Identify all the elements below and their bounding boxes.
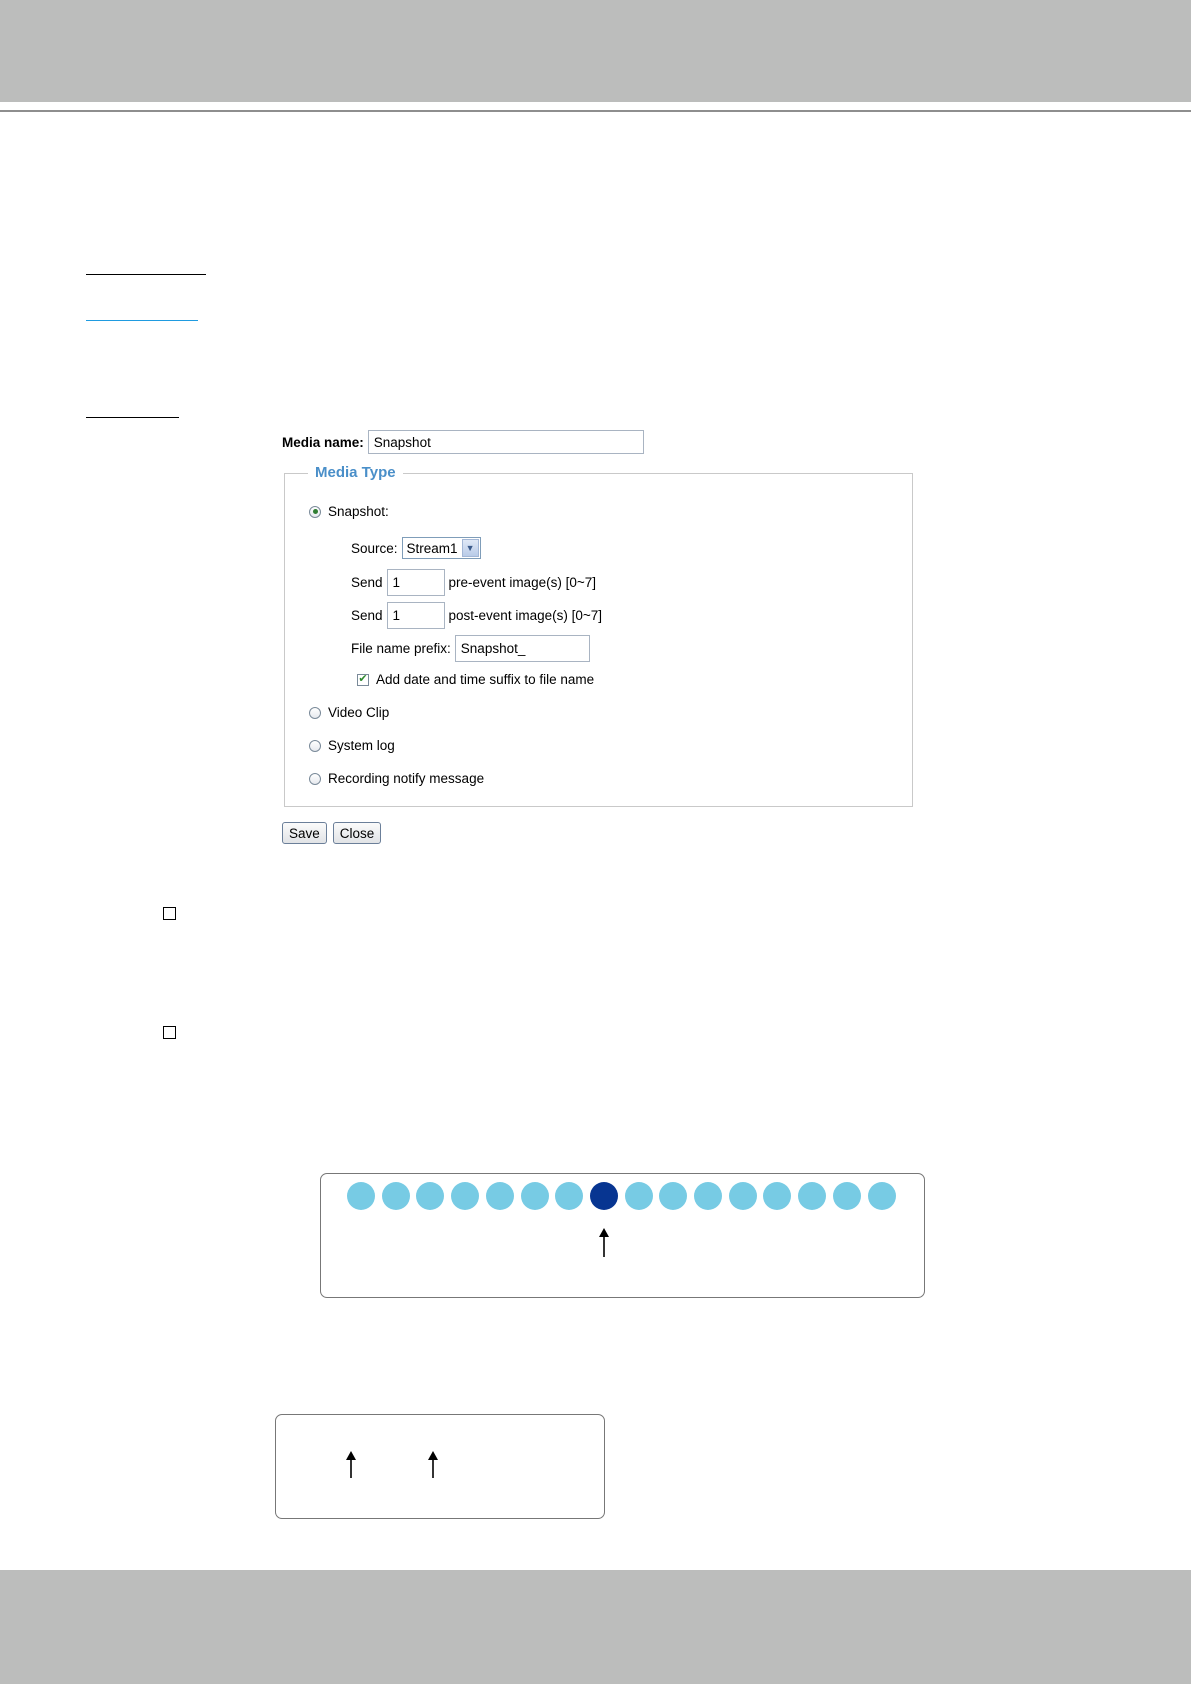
suffix-checkbox-label: Add date and time suffix to file name xyxy=(376,672,595,687)
event-image-dot xyxy=(833,1182,861,1210)
event-image-timeline xyxy=(320,1173,925,1298)
square-bullet-icon xyxy=(163,907,176,920)
event-image-dot xyxy=(659,1182,687,1210)
media-name-row xyxy=(282,430,644,454)
file-prefix-label: File name prefix: xyxy=(351,641,451,656)
chevron-down-icon[interactable]: ▼ xyxy=(462,539,479,557)
media-type-fieldset xyxy=(284,464,913,807)
system-log-label: System log xyxy=(328,738,395,753)
video-clip-radio[interactable] xyxy=(309,707,321,719)
pre-event-input[interactable] xyxy=(387,569,445,596)
recording-notify-radio[interactable] xyxy=(309,773,321,785)
event-image-dot xyxy=(868,1182,896,1210)
post-event-label: post-event image(s) [0~7] xyxy=(448,608,602,623)
source-label: Source: xyxy=(351,540,398,556)
video-clip-label: Video Clip xyxy=(328,705,390,720)
media-type-legend: Media Type xyxy=(308,464,403,481)
event-image-dot xyxy=(382,1182,410,1210)
option-video-clip[interactable] xyxy=(309,705,389,720)
radio-selected-dot xyxy=(313,509,318,514)
event-image-dot xyxy=(555,1182,583,1210)
event-image-dot xyxy=(729,1182,757,1210)
source-select[interactable] xyxy=(402,537,481,559)
save-button[interactable]: Save xyxy=(282,822,327,844)
pre-event-row xyxy=(351,569,596,596)
send-label: Send xyxy=(351,575,383,590)
post-event-input[interactable] xyxy=(387,602,445,629)
option-recording-notify[interactable] xyxy=(309,771,484,786)
file-prefix-row xyxy=(351,635,590,662)
event-image-dot xyxy=(416,1182,444,1210)
system-log-radio[interactable] xyxy=(309,740,321,752)
media-name-input[interactable] xyxy=(368,430,644,454)
event-image-dot xyxy=(347,1182,375,1210)
post-event-row xyxy=(351,602,602,629)
event-image-dot xyxy=(451,1182,479,1210)
suffix-checkbox[interactable] xyxy=(357,674,369,686)
footer-band xyxy=(0,1570,1191,1684)
send-label: Send xyxy=(351,608,383,623)
file-prefix-input[interactable] xyxy=(455,635,590,662)
event-image-dot xyxy=(798,1182,826,1210)
event-image-dot xyxy=(625,1182,653,1210)
header-band xyxy=(0,0,1191,102)
recording-notify-label: Recording notify message xyxy=(328,771,485,786)
pre-event-label: pre-event image(s) [0~7] xyxy=(448,575,596,590)
underline-stub-1 xyxy=(86,274,206,275)
arrow-up-icon xyxy=(343,1451,359,1479)
header-divider xyxy=(0,110,1191,112)
option-snapshot[interactable] xyxy=(309,504,389,519)
form-buttons xyxy=(282,822,387,844)
event-image-dot xyxy=(694,1182,722,1210)
media-name-label: Media name: xyxy=(282,434,364,450)
event-image-dot xyxy=(486,1182,514,1210)
close-button[interactable]: Close xyxy=(333,822,382,844)
event-image-dot xyxy=(521,1182,549,1210)
event-image-dot xyxy=(763,1182,791,1210)
suffix-row[interactable] xyxy=(357,672,594,687)
check-icon: ✔ xyxy=(358,673,368,685)
trigger-image-dot xyxy=(590,1182,618,1210)
timeline-example-frame xyxy=(275,1414,605,1519)
option-system-log[interactable] xyxy=(309,738,395,753)
source-row xyxy=(351,537,481,559)
square-bullet-icon xyxy=(163,1026,176,1039)
arrow-up-icon xyxy=(596,1228,612,1258)
snapshot-radio[interactable] xyxy=(309,506,321,518)
underline-stub-2 xyxy=(86,320,198,321)
arrow-up-icon xyxy=(425,1451,441,1479)
source-select-value: Stream1 xyxy=(406,540,458,556)
snapshot-label: Snapshot: xyxy=(328,504,389,519)
underline-stub-3 xyxy=(86,417,179,418)
